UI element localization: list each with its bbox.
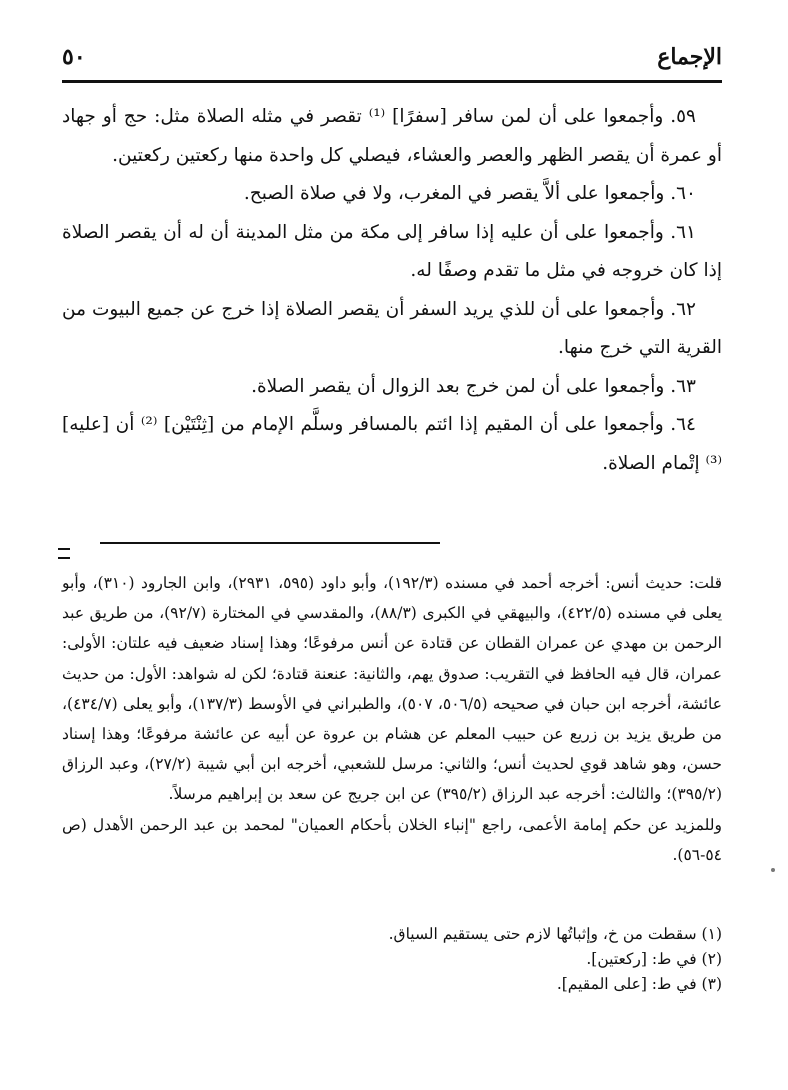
paragraph-60: ٦٠. وأجمعوا على ألاَّ يقصر في المغرب، ولا في صلاة الصبح. [243, 183, 696, 204]
footnote-2: (٢) في ط: [ركعتين]. [586, 950, 722, 968]
footnote-list [62, 922, 722, 997]
paragraph-62: ٦٢. وأجمعوا على أن للذي يريد السفر أن يقصر الصلاة إذا خرج عن جميع البيوت من القرية التي خرج منها. [62, 298, 722, 358]
footnote-1: (١) سقطت من خ، وإثباتُها لازم حتى يستقيم السياق. [388, 925, 722, 943]
paragraph-61: ٦١. وأجمعوا على أن عليه إذا سافر إلى مكة من مثل المدينة أن له أن يقصر الصلاة إذا كان خروجه في مثل ما تقدم وصفًا له. [62, 221, 722, 281]
header-rule [62, 80, 722, 83]
paragraph-59: ٥٩. وأجمعوا على أن لمن سافر [سفرًا] ⁽¹⁾ تقصر في مثله الصلاة مثل: حج أو جهاد أو عمرة أن يقصر الظهر والعصر والعشاء، فيصلي كل واحدة منها ركعتين ركعتين. [62, 106, 722, 166]
footnote-3: (٣) في ط: [على المقيم]. [556, 975, 722, 993]
main-text [62, 98, 722, 483]
continuation-mark [58, 548, 70, 559]
footnote-continuation [62, 568, 722, 870]
running-title: الإجماع [657, 44, 722, 70]
paragraph-64: ٦٤. وأجمعوا على أن المقيم إذا ائتم بالمسافر وسلَّم الإمام من [ثِنْتَيْن] ⁽²⁾ أن [عليه] ⁽³⁾ إتْمام الصلاة. [62, 414, 722, 474]
scan-speck [771, 868, 775, 872]
page-header [62, 42, 722, 78]
footnote-separator [100, 542, 440, 544]
footnote-continuation-text: قلت: حديث أنس: أخرجه أحمد في مسنده (١٩٢/٣)، وأبو داود (٥٩٥، ٢٩٣١)، وابن الجارود (٣١٠)، وأبو يعلى في مسنده (٤٢٢/٥)، والبيهقي في الكبرى (٨٨/٣)، والمقدسي في المختارة (٩٢/٧)، من طريق عبد الرحمن بن مهدي عن عمران القطان عن قتادة عن أنس مرفوعًا؛ وهذا إسناد ضعيف فيه علتان: الأولى: عمران، قال فيه الحافظ في التقريب: صدوق يهم، والثانية: عنعنة قتادة؛ لكن له شواهد: الأول: من حديث عائشة، أخرجه ابن حبان في صحيحه (٥٠٦/٥، ٥٠٧)، والطبراني في الأوسط (١٣٧/٣)، وأبو يعلى (٤٣٤/٧)، من طريق يزيد بن زريع عن حبيب المعلم عن هشام بن عروة عن أبيه عن عائشة مرفوعًا؛ وهذا إسناد حسن، وهو شاهد قوي لحديث أنس؛ والثاني: مرسل للشعبي، أخرجه ابن أبي شيبة (٢٧/٢)، وعبد الرزاق (٣٩٥/٢)؛ والثالث: أخرجه عبد الرزاق (٣٩٥/٢) عن ابن جريج عن سعد بن إبراهيم مرسلاً. [62, 574, 723, 804]
footnote-further-reading: وللمزيد عن حكم إمامة الأعمى، راجع "إنباء الخلان بأحكام العميان" لمحمد بن عبد الرحمن الأهدل (ص ٥٤-٥٦). [62, 815, 722, 864]
page-number: ٥٠ [62, 44, 86, 70]
paragraph-63: ٦٣. وأجمعوا على أن لمن خرج بعد الزوال أن يقصر الصلاة. [251, 375, 696, 397]
